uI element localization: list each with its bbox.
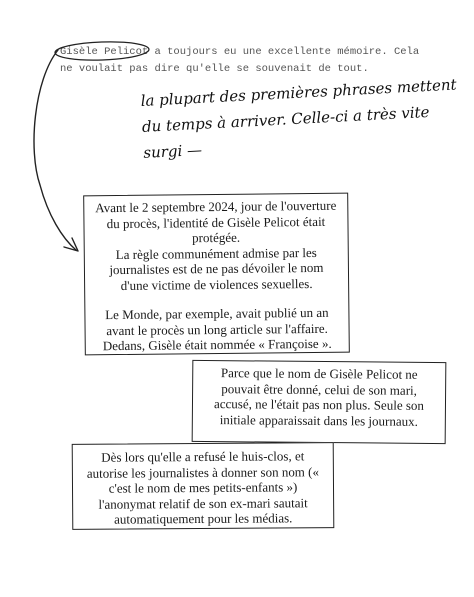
box1-paragraph-3: Le Monde, par exemple, avait publié un an avant le procès un long article sur l'affaire. Dedans, Gisèle était nommée « Françoise ». — [102, 304, 332, 354]
arrow-head — [64, 238, 78, 251]
curved-arrow-line — [34, 50, 76, 250]
text-box-anonymity — [83, 193, 350, 356]
typed-note — [60, 44, 460, 78]
box3-paragraph: Dès lors qu'elle a refusé le huis-clos, et autorise les journalistes à donner son nom (« c'est le nom de mes petits-enfants ») l'anonymat relatif de son ex-mari sautait automatiquement pour les médias. — [86, 448, 320, 527]
handwritten-line-3: surgi — — [142, 140, 203, 162]
typed-note-line-2: ne voulait pas dire qu'elle se souvenait de tout. — [60, 63, 369, 75]
typed-note-line-1: Gisèle Pelicot a toujours eu une excellente mémoire. Cela — [60, 46, 420, 58]
box2-paragraph: Parce que le nom de Gisèle Pelicot ne pouvait être donné, celui de son mari, accusé, ne l'était pas non plus. Seule son initiale apparaissait dans les journaux. — [213, 365, 425, 429]
text-box-husband-name — [192, 360, 447, 444]
text-box-huis-clos — [72, 442, 335, 530]
box1-paragraph-2: La règle communément admise par les journalistes est de ne pas dévoiler le nom d'une victime de violences sexuelles. — [109, 244, 324, 293]
handwritten-line-2: du temps à arriver. Celle-ci a très vite — [141, 102, 430, 136]
box1-paragraph-1: Avant le 2 septembre 2024, jour de l'ouverture du procès, l'identité de Gisèle Pelicot était protégée. — [95, 197, 337, 246]
handwritten-annotation — [140, 71, 464, 166]
handwritten-line-1: la plupart des premières phrases mettent — [140, 75, 457, 110]
